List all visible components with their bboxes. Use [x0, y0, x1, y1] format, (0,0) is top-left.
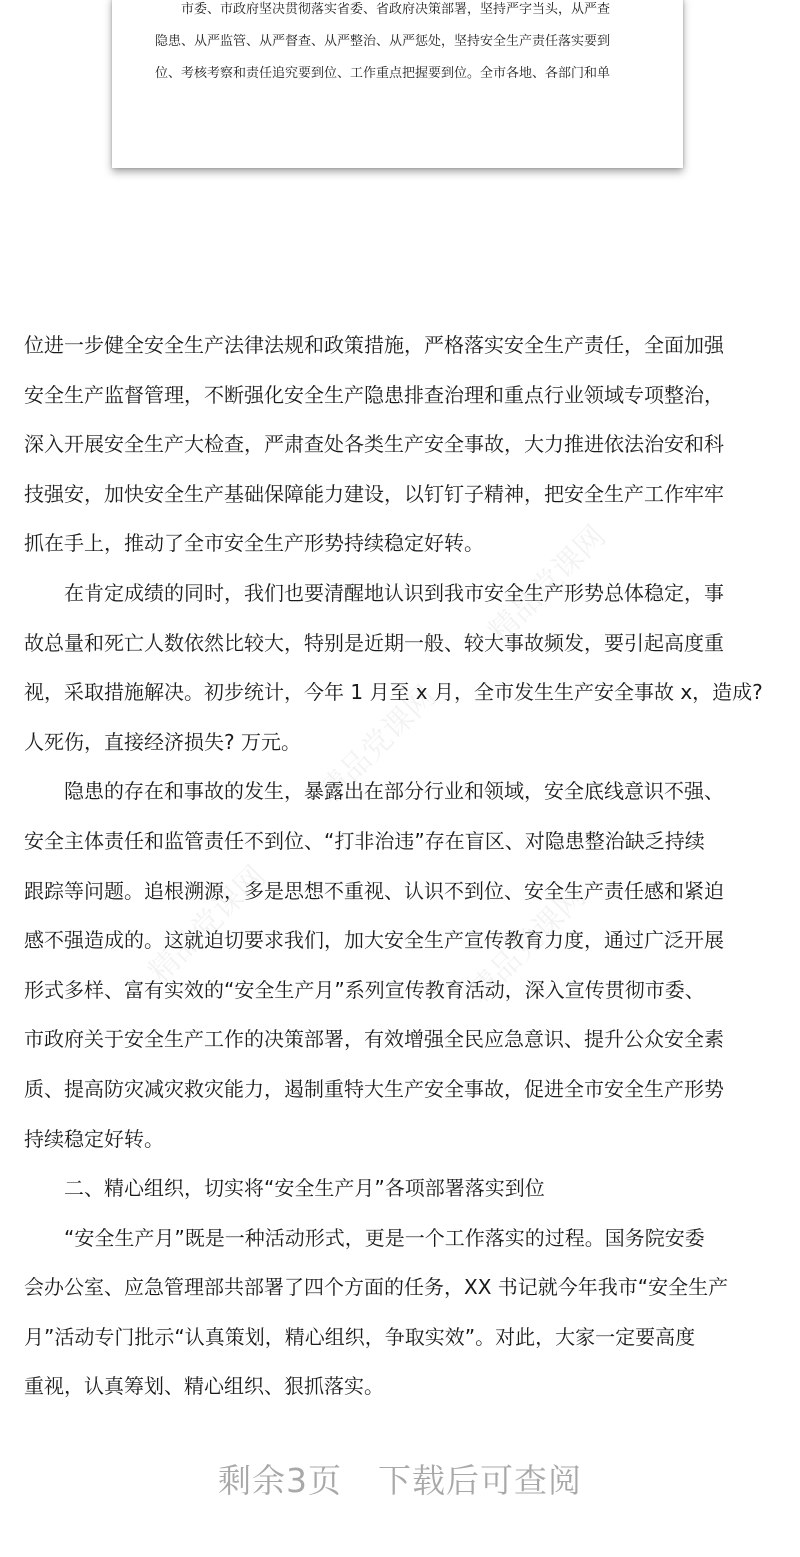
- body-text-line: 安全生产监督管理，不断强化安全生产隐患排查治理和重点行业领域专项整治，: [24, 382, 724, 407]
- document-body: [24, 330, 784, 1421]
- body-text-line: 安全主体责任和监管责任不到位、“打非治违”存在盲区、对隐患整治缺乏持续: [24, 828, 705, 853]
- body-text-line: 市政府关于安全生产工作的决策部署，有效增强全民应急意识、提升公众安全素: [24, 1027, 724, 1052]
- body-text-line: 重视，认真筹划、精心组织、狠抓落实。: [24, 1374, 384, 1399]
- body-text-line: 人死伤，直接经济损失? 万元。: [24, 729, 301, 754]
- remaining-pages-label: 剩余3页: [218, 1461, 342, 1500]
- body-text-line: 视，采取措施解决。初步统计，今年 1 月至 x 月，全市发生生产安全事故 x，造成?: [24, 680, 763, 705]
- watermark: 精品党课网: [142, 859, 273, 990]
- body-text-line: 质、提高防灾减灾救灾能力，遏制重特大生产安全事故，促进全市安全生产形势: [24, 1076, 724, 1101]
- body-text-line: 持续稳定好转。: [24, 1126, 164, 1151]
- body-text-line: “安全生产月”既是一种活动形式，更是一个工作落实的过程。国务院安委: [24, 1225, 705, 1250]
- body-text-line: 位进一步健全安全生产法律法规和政策措施，严格落实安全生产责任，全面加强: [24, 333, 724, 357]
- body-text-line: 在肯定成绩的同时，我们也要清醒地认识到我市安全生产形势总体稳定，事: [24, 580, 724, 605]
- card-text-line: 市委、市政府坚决贯彻落实省委、省政府决策部署，坚持严字当头，从严查: [155, 2, 611, 17]
- body-text-line: 跟踪等问题。追根溯源，多是思想不重视、认识不到位、安全生产责任感和紧迫: [24, 878, 724, 903]
- body-text-line: 隐患的存在和事故的发生，暴露出在部分行业和领域，安全底线意识不强、: [24, 779, 724, 804]
- body-text-line: 故总量和死亡人数依然比较大，特别是近期一般、较大事故频发，要引起高度重: [24, 630, 724, 655]
- card-text-line: 隐患、从严监管、从严督查、从严整治、从严惩处，坚持安全生产责任落实要到: [155, 34, 611, 49]
- watermark: 精品党课网: [462, 879, 593, 1010]
- read-more-banner[interactable]: [0, 1455, 800, 1502]
- body-text-line: 感不强造成的。这就迫切要求我们，加大安全生产宣传教育力度，通过广泛开展: [24, 928, 724, 953]
- card-text-line: 位、考核考察和责任追究要到位、工作重点把握要到位。全市各地、各部门和单: [155, 66, 611, 81]
- body-text-line: 技强安，加快安全生产基础保障能力建设，以钉钉子精神，把安全生产工作牢牢: [24, 481, 724, 506]
- body-text-line: 二、精心组织，切实将“安全生产月”各项部署落实到位: [24, 1176, 545, 1201]
- body-text-line: 形式多样、富有实效的“安全生产月”系列宣传教育活动，深入宣传贯彻市委、: [24, 977, 705, 1002]
- body-text-line: 抓在手上，推动了全市安全生产形势持续稳定好转。: [24, 531, 484, 556]
- body-text-line: 月”活动专门批示“认真策划，精心组织，争取实效”。对此，大家一定要高度: [24, 1324, 696, 1349]
- download-hint[interactable]: 下载后可查阅: [378, 1461, 582, 1500]
- watermark: 精品党课网: [482, 519, 613, 650]
- body-text-line: 会办公室、应急管理部共部署了四个方面的任务，XX 书记就今年我市“安全生产: [24, 1275, 729, 1300]
- body-text-line: 深入开展安全生产大检查，严肃查处各类生产安全事故，大力推进依法治安和科: [24, 432, 724, 457]
- page-preview-card: [112, 0, 683, 168]
- watermark: 精品党课网: [312, 679, 443, 810]
